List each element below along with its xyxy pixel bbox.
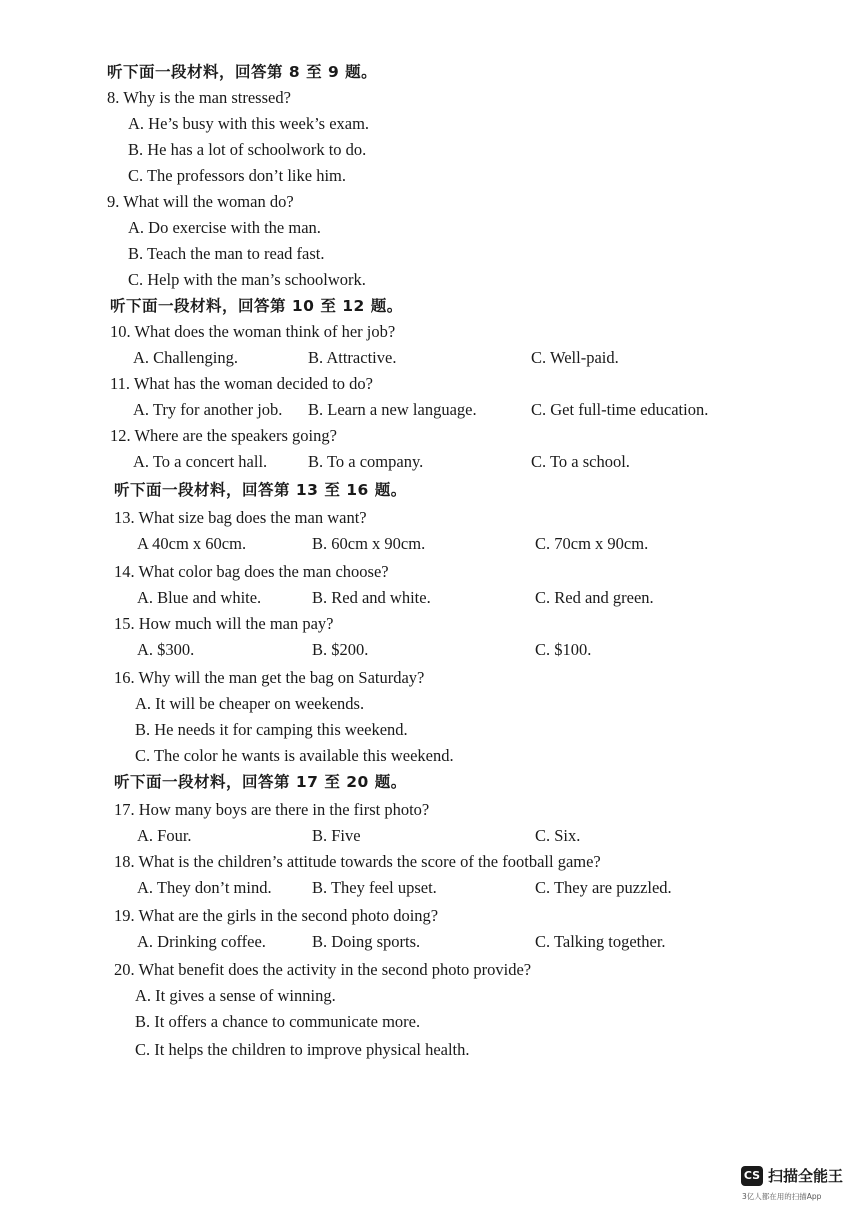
question-text: 18. What is the children’s attitude towards the score of the football game? <box>114 852 601 871</box>
answer-option: A. To a concert hall. <box>133 452 268 471</box>
answer-option: B. Red and white. <box>312 588 431 607</box>
question-text: 14. What color bag does the man choose? <box>114 562 389 581</box>
question-text: 15. How much will the man pay? <box>114 614 334 633</box>
answer-option: C. To a school. <box>531 452 630 471</box>
answer-option: B. Teach the man to read fast. <box>128 244 325 263</box>
question-text: 16. Why will the man get the bag on Saturday? <box>114 668 425 687</box>
question-text: 17. How many boys are there in the first photo? <box>114 800 430 819</box>
answer-option: A. Try for another job. <box>133 400 283 419</box>
question-text: 13. What size bag does the man want? <box>114 508 367 527</box>
answer-option: C. 70cm x 90cm. <box>535 534 649 553</box>
section-heading: 听下面一段材料，回答第 8 至 9 题。 <box>107 63 378 81</box>
section-heading: 听下面一段材料，回答第 17 至 20 题。 <box>114 773 407 791</box>
question-text: 8. Why is the man stressed? <box>107 88 291 107</box>
answer-option: A. $300. <box>137 640 195 659</box>
question-text: 12. Where are the speakers going? <box>110 426 337 445</box>
answer-option: A. He’s busy with this week’s exam. <box>128 114 370 133</box>
answer-option: B. Doing sports. <box>312 932 421 951</box>
answer-option: B. He needs it for camping this weekend. <box>135 720 408 739</box>
answer-option: C. $100. <box>535 640 592 659</box>
answer-option: A. They don’t mind. <box>137 878 272 897</box>
answer-option: A. Drinking coffee. <box>137 932 266 951</box>
answer-option: C. It helps the children to improve physical health. <box>135 1040 470 1059</box>
answer-option: B. Learn a new language. <box>308 400 477 419</box>
question-text: 20. What benefit does the activity in the second photo provide? <box>114 960 532 979</box>
answer-option: C. The color he wants is available this weekend. <box>135 746 454 765</box>
answer-option: A. Blue and white. <box>137 588 262 607</box>
answer-option: C. Help with the man’s schoolwork. <box>128 270 366 289</box>
answer-option: B. $200. <box>312 640 369 659</box>
scanner-brand: 扫描全能王 <box>768 1167 844 1185</box>
answer-option: B. He has a lot of schoolwork to do. <box>128 140 367 159</box>
answer-option: A. It gives a sense of winning. <box>135 986 336 1005</box>
section-heading: 听下面一段材料，回答第 13 至 16 题。 <box>114 481 407 499</box>
answer-option: C. Talking together. <box>535 932 666 951</box>
answer-option: B. It offers a chance to communicate more. <box>135 1012 421 1031</box>
section-heading: 听下面一段材料，回答第 10 至 12 题。 <box>110 297 403 315</box>
answer-option: C. Well-paid. <box>531 348 619 367</box>
question-text: 10. What does the woman think of her job? <box>110 322 396 341</box>
answer-option: C. They are puzzled. <box>535 878 672 897</box>
answer-option: C. Get full-time education. <box>531 400 709 419</box>
answer-option: B. 60cm x 90cm. <box>312 534 426 553</box>
answer-option: B. Five <box>312 826 361 845</box>
answer-option: A. It will be cheaper on weekends. <box>135 694 365 713</box>
answer-option: A. Challenging. <box>133 348 238 367</box>
answer-option: B. They feel upset. <box>312 878 437 897</box>
answer-option: C. The professors don’t like him. <box>128 166 346 185</box>
answer-option: A 40cm x 60cm. <box>137 534 247 553</box>
question-text: 9. What will the woman do? <box>107 192 294 211</box>
camscanner-logo-icon: CS <box>741 1166 763 1186</box>
answer-option: C. Six. <box>535 826 581 845</box>
answer-option: B. Attractive. <box>308 348 397 367</box>
answer-option: C. Red and green. <box>535 588 654 607</box>
answer-option: A. Do exercise with the man. <box>128 218 321 237</box>
answer-option: B. To a company. <box>308 452 424 471</box>
question-text: 19. What are the girls in the second photo doing? <box>114 906 439 925</box>
scanner-tagline: 3亿人都在用的扫描App <box>742 1192 822 1201</box>
question-text: 11. What has the woman decided to do? <box>110 374 374 393</box>
answer-option: A. Four. <box>137 826 192 845</box>
